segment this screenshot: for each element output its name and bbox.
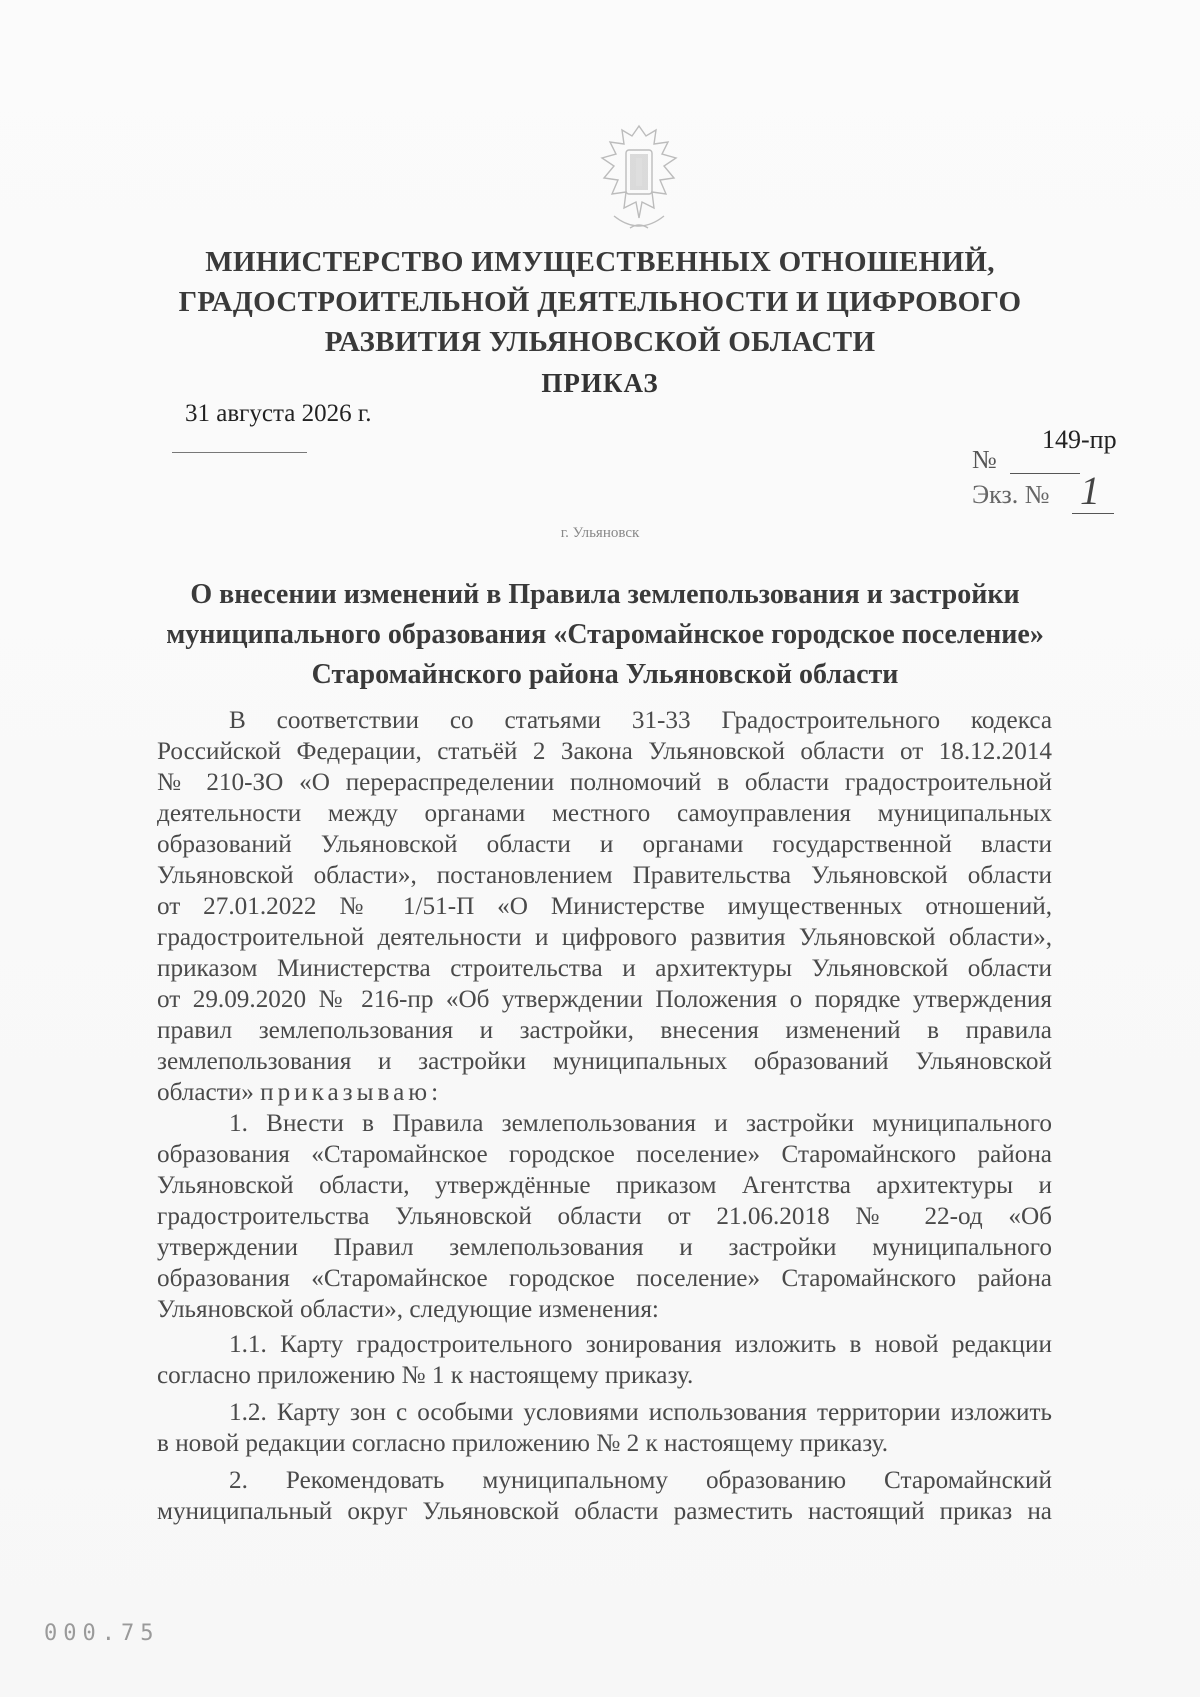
number-label: № bbox=[972, 445, 997, 474]
city-name: г. Ульяновск bbox=[560, 525, 640, 541]
order-date: 31 августа 2026 г. bbox=[185, 400, 372, 427]
preamble-line: градостроительной деятельности и цифрового развития Ульяновской области», bbox=[157, 924, 1052, 951]
subject-line-3: Старомайнского района Ульяновской области bbox=[311, 659, 899, 690]
preamble-line: землепользования и застройки муниципальных образований Ульяновской bbox=[157, 1048, 1052, 1075]
item-1-line: образования «Старомайнское городское поселение» Старомайнского района bbox=[157, 1141, 1052, 1168]
preamble-line: от 29.09.2020 № 216-пр «Об утверждении Положения о порядке утверждения bbox=[157, 986, 1052, 1013]
item-1-2-line: 1.2. Карту зон с особыми условиями использования территории изложить bbox=[229, 1399, 1052, 1426]
item-1-1-line: 1.1. Карту градостроительного зонирования изложить в новой редакции bbox=[229, 1331, 1052, 1358]
preamble-line: № 210-ЗО «О перераспределении полномочий в области градостроительной bbox=[157, 769, 1052, 796]
item-2-line: муниципальный округ Ульяновской области разместить настоящий приказ на bbox=[157, 1498, 1052, 1525]
subject-line-1: О внесении изменений в Правила землепользования и застройки bbox=[190, 579, 1020, 610]
copy-underline bbox=[1072, 513, 1114, 514]
preamble-line: В соответствии со статьями 31-33 Градостроительного кодекса bbox=[229, 707, 1052, 734]
item-1-line: образования «Старомайнское городское поселение» Старомайнского района bbox=[157, 1265, 1052, 1292]
order-number: 149-пр bbox=[1042, 425, 1117, 454]
preamble-line: правил землепользования и застройки, внесения изменений в правила bbox=[157, 1017, 1052, 1044]
preamble-line: Российской Федерации, статьёй 2 Закона Ульяновской области от 18.12.2014 bbox=[157, 738, 1052, 765]
orders-word: приказываю: bbox=[260, 1079, 443, 1106]
item-1-line: градостроительства Ульяновской области от 21.06.2018 № 22-од «Об bbox=[157, 1203, 1052, 1230]
order-subject bbox=[150, 575, 1060, 695]
coat-of-arms-emblem bbox=[584, 118, 694, 236]
item-1-line: 1. Внести в Правила землепользования и застройки муниципального bbox=[229, 1110, 1052, 1137]
page-stamp-number: 000.75 bbox=[44, 1621, 160, 1646]
preamble-last-line bbox=[157, 1077, 1052, 1108]
item-1-line: Ульяновской области, утверждённые приказом Агентства архитектуры и bbox=[157, 1172, 1052, 1199]
item-2-line: 2. Рекомендовать муниципальному образованию Старомайнский bbox=[229, 1467, 1052, 1494]
item-1-1-line: согласно приложению № 1 к настоящему приказу. bbox=[157, 1362, 694, 1389]
preamble-line: Ульяновской области», постановлением Правительства Ульяновской области bbox=[157, 862, 1052, 889]
item-1-2-line: в новой редакции согласно приложению № 2 к настоящему приказу. bbox=[157, 1430, 889, 1457]
preamble-line: образований Ульяновской области и органами государственной власти bbox=[157, 831, 1052, 858]
ministry-line-3: РАЗВИТИЯ УЛЬЯНОВСКОЙ ОБЛАСТИ bbox=[324, 326, 876, 358]
subject-line-2: муниципального образования «Старомайнское городское поселение» bbox=[166, 619, 1044, 650]
preamble-tail: области» bbox=[157, 1079, 254, 1106]
item-1-line: утверждении Правил землепользования и застройки муниципального bbox=[157, 1234, 1052, 1261]
number-underline bbox=[1010, 473, 1080, 474]
order-body bbox=[157, 705, 1052, 1527]
preamble-line: приказом Министерства строительства и архитектуры Ульяновской области bbox=[157, 955, 1052, 982]
order-number-block bbox=[972, 425, 1132, 525]
preamble-line: от 27.01.2022 № 1/51-П «О Министерстве имущественных отношений, bbox=[157, 893, 1052, 920]
ministry-line-2: ГРАДОСТРОИТЕЛЬНОЙ ДЕЯТЕЛЬНОСТИ И ЦИФРОВОГО bbox=[178, 286, 1022, 318]
document-type-title: ПРИКАЗ bbox=[541, 368, 659, 398]
ministry-line-1: МИНИСТЕРСТВО ИМУЩЕСТВЕННЫХ ОТНОШЕНИЙ, bbox=[205, 246, 995, 278]
date-underline bbox=[172, 452, 307, 453]
copy-number: 1 bbox=[1080, 468, 1100, 513]
preamble-line: деятельности между органами местного самоуправления муниципальных bbox=[157, 800, 1052, 827]
copy-label: Экз. № bbox=[972, 480, 1050, 509]
ministry-name bbox=[150, 242, 1050, 362]
item-1-line: Ульяновской области», следующие изменения: bbox=[157, 1296, 659, 1323]
